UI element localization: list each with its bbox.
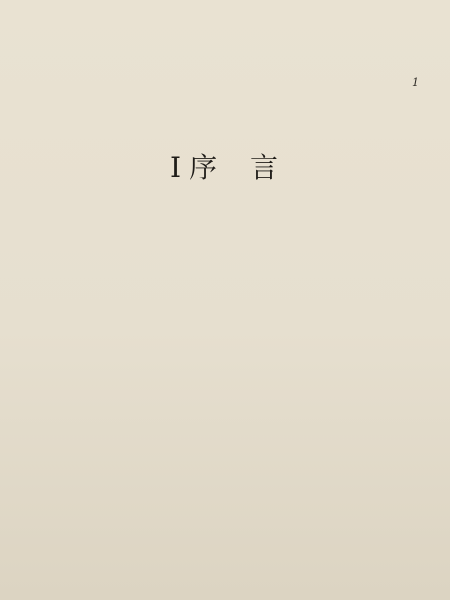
- section-heading: [150, 146, 310, 186]
- page-number: 1: [412, 76, 419, 89]
- section-title: 序 言: [189, 151, 290, 184]
- section-numeral: I: [170, 151, 182, 184]
